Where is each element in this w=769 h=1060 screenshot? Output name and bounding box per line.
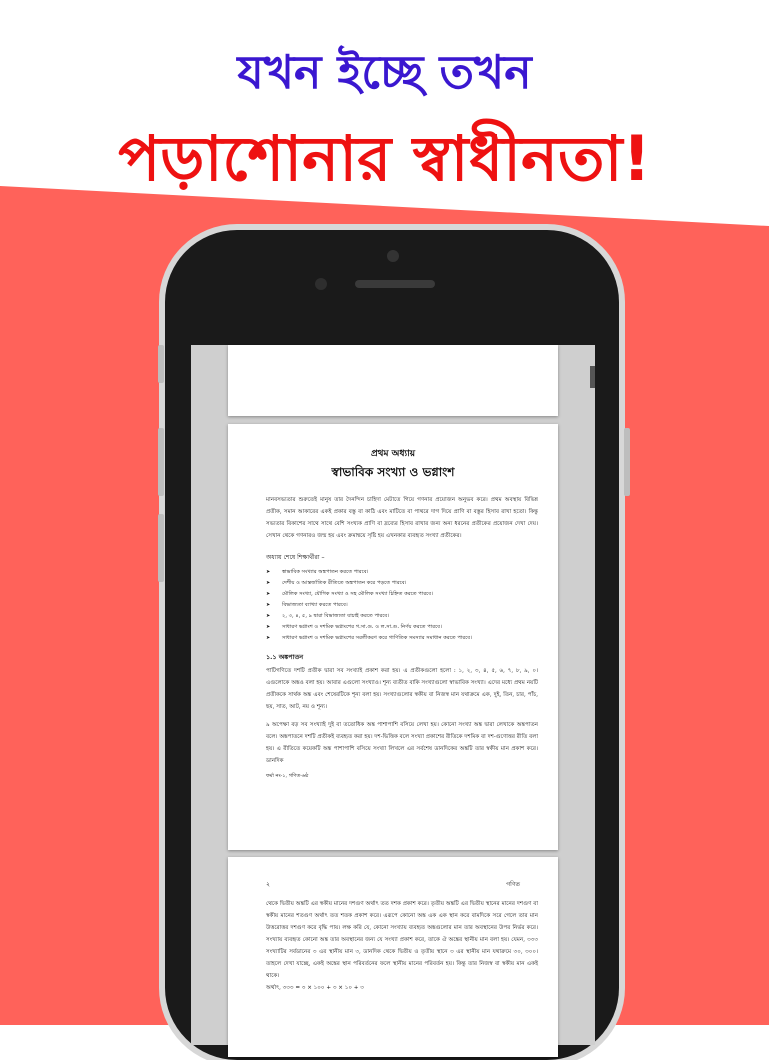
promo-headline-line2: পড়াশোনার স্বাধীনতা! [118, 122, 651, 195]
pdf-page-1 [228, 345, 558, 416]
chapter-label: প্রথম অধ্যায় [370, 449, 416, 459]
objective-item: ➤ ২, ৩, ৪, ৫, ৯ দ্বারা বিভাজ্যতা যাচাই করতে পারবে। [266, 611, 538, 622]
arrowhead-bullet-icon: ➤ [266, 602, 271, 608]
intro-paragraph: মানবসভ্যতার শুরুতেই মানুষ তার দৈনন্দিন চাহিদা মেটাতে গিয়ে গণনার প্রয়োজন অনুভব করে। প্রথম অবস্থায় বিভিন্ন প্রতীক, সমান আকারের একই প্রকার বস্তু বা কাঠি এবং মাটিতে বা পাথরে দাগ দিয়ে প্রাণি বা বস্তুর হিসাব রাখা হতো। কিন্তু সভ্যতার বিকাশের সাথে সাথে বেশি সংখ্যক প্রাণি বা দ্রব্যের হিসাব রাখার জন্য অন্য ধরনের প্রতীকের প্রয়োজন দেখা দেয়। সেখান থেকে গণনারও জন্ম হয় এবং ক্রমান্বয়ে সৃষ্টি হয় এখনকার ব্যবহৃত সংখ্যা প্রতীকের। [266, 497, 538, 539]
page3-equation: অর্থাৎ, ৩৩৩ = ৩ × ১০০ + ৩ × ১০ + ৩ [266, 985, 364, 991]
objective-item: ➤ স্বাভাবিক সংখ্যার অঙ্কপাতন করতে পারবে। [266, 567, 538, 578]
power-button [624, 428, 630, 496]
section-heading: ১.১ অঙ্কপাতন [266, 653, 304, 661]
objective-item: ➤ দেশীয় ও আন্তর্জাতিক রীতিতে অঙ্কপাতন করে পড়তে পারবে। [266, 578, 538, 589]
arrowhead-bullet-icon: ➤ [266, 624, 271, 630]
section-paragraph-2: ৯ অপেক্ষা বড় সব সংখ্যাই দুই বা ততোধিক অঙ্ক পাশাপাশি বসিয়ে লেখা হয়। কোনো সংখ্যা অঙ্ক দ্বারা লেখাকে অঙ্কপাতন বলে। অঙ্কপাতনে দশটি প্রতীকই ব্যবহৃত করা হয়। দশ-ভিত্তিক বলে সংখ্যা প্রকাশের রীতিকে দশমিক বা দশ-গুণোত্তর রীতি বলা হয়। এ রীতিতে কয়েকটি অঙ্ক পাশাপাশি বসিয়ে সংখ্যা লিখলে এর সর্বশেষ ডানদিকের অঙ্কটি তার স্বকীয় মান প্রকাশ করে। ডানদিক [266, 722, 538, 764]
pdf-page-2 [228, 424, 558, 850]
page-footer-note: ফর্মা নং-১, গণিত-৬ষ্ঠ [266, 773, 309, 779]
promo-headline-line1: যখন ইচ্ছে তখন [237, 45, 532, 99]
running-head: গণিত [506, 881, 520, 888]
objective-item: ➤ বিভাজ্যতা ব্যাখ্যা করতে পারবে। [266, 600, 538, 611]
arrowhead-bullet-icon: ➤ [266, 613, 271, 619]
objectives-title: অধ্যায় শেষে শিক্ষার্থীরা – [266, 554, 325, 561]
page-number: ২ [266, 881, 270, 888]
objective-item: ➤ সাধারণ ভগ্নাংশ ও দশমিক ভগ্নাংশের গ.সা.গু. ও ল.সা.গু. নির্ণয় করতে পারবে। [266, 622, 538, 633]
chapter-title: স্বাভাবিক সংখ্যা ও ভগ্নাংশ [331, 465, 455, 479]
arrowhead-bullet-icon: ➤ [266, 635, 271, 641]
objectives-list [266, 567, 538, 644]
arrowhead-bullet-icon: ➤ [266, 569, 271, 575]
proximity-sensor-icon [315, 278, 327, 290]
pdf-page-3 [228, 857, 558, 1057]
volume-up-button [158, 428, 164, 496]
objective-item: ➤ মৌলিক সংখ্যা, যৌগিক সংখ্যা ও সহ মৌলিক সংখ্যা চিহ্নিত করতে পারবে। [266, 589, 538, 600]
arrowhead-bullet-icon: ➤ [266, 580, 271, 586]
page3-body: থেকে দ্বিতীয় অঙ্কটি এর স্বকীয় মানের দশগুণ অর্থাৎ তত দশক প্রকাশ করে। তৃতীয় অঙ্কটি এর দ্বিতীয় স্থানের মানের দশগুণ বা স্বকীয় মানের শতগুণ অর্থাৎ তত শতক প্রকাশ করে। এরূপে কোনো অঙ্ক এক এক স্থান করে বামদিকে সরে গেলে তার মান উত্তরোত্তর দশগুণ করে বৃদ্ধি পায়। লক্ষ করি যে, কোনো সংখ্যায় ব্যবহৃত অঙ্কগুলোর মান তার অবস্থানের উপর নির্ভর করে। সংখ্যায় ব্যবহৃত কোনো অঙ্ক তার অবস্থানের জন্য যে সংখ্যা প্রকাশ করে, তাকে ঐ অঙ্কের স্থানীয় মান বলা হয়। যেমন, ৩৩৩ সংখ্যাটির সর্বডানের ৩ এর স্থানীয় মান ৩, ডানদিক থেকে দ্বিতীয় ও তৃতীয় স্থানে ৩ এর স্থানীয় মান যথাক্রমে ৩০, ৩০০। তাহলে দেখা যাচ্ছে, একই অঙ্কের স্থান পরিবর্তনের ফলে স্থানীয় মানের পরিবর্তন হয়। কিন্তু তার নিজস্ব বা স্বকীয় মান একই থাকে। [266, 901, 538, 979]
mute-switch [158, 345, 164, 383]
volume-down-button [158, 514, 164, 582]
earpiece-speaker [355, 280, 435, 288]
page-header [266, 879, 520, 890]
arrowhead-bullet-icon: ➤ [266, 591, 271, 597]
pdf-scrollbar[interactable] [590, 366, 595, 388]
front-camera-icon [387, 250, 399, 262]
objective-item: ➤ সাধারণ ভগ্নাংশ ও দশমিক ভগ্নাংশের সরলীকরণ করে গাণিতিক সমস্যার সমাধান করতে পারবে। [266, 633, 538, 644]
section-paragraph-1: পাটিগণিতে দশটি প্রতীক দ্বারা সব সংখ্যাই প্রকাশ করা হয়। এ প্রতীকগুলো হলো : ১, ২, ৩, ৪, ৫, ৬, ৭, ৮, ৯, ০। এগুলোকে অঙ্কও বলা হয়। আবার এগুলো সংখ্যাও। শূন্য ব্যতীত বাকি সংখ্যাগুলো স্বাভাবিক সংখ্যা। এদের মধ্যে প্রথম নয়টি প্রতীককে সার্থক অঙ্ক এবং শেষেরটিকে শূন্য বলা হয়। সংখ্যাগুলোর স্বকীয় বা নিজস্ব মান যথাক্রমে এক, দুই, তিন, চার, পাঁচ, ছয়, সাত, আট, নয় ও শূন্য। [266, 668, 538, 710]
